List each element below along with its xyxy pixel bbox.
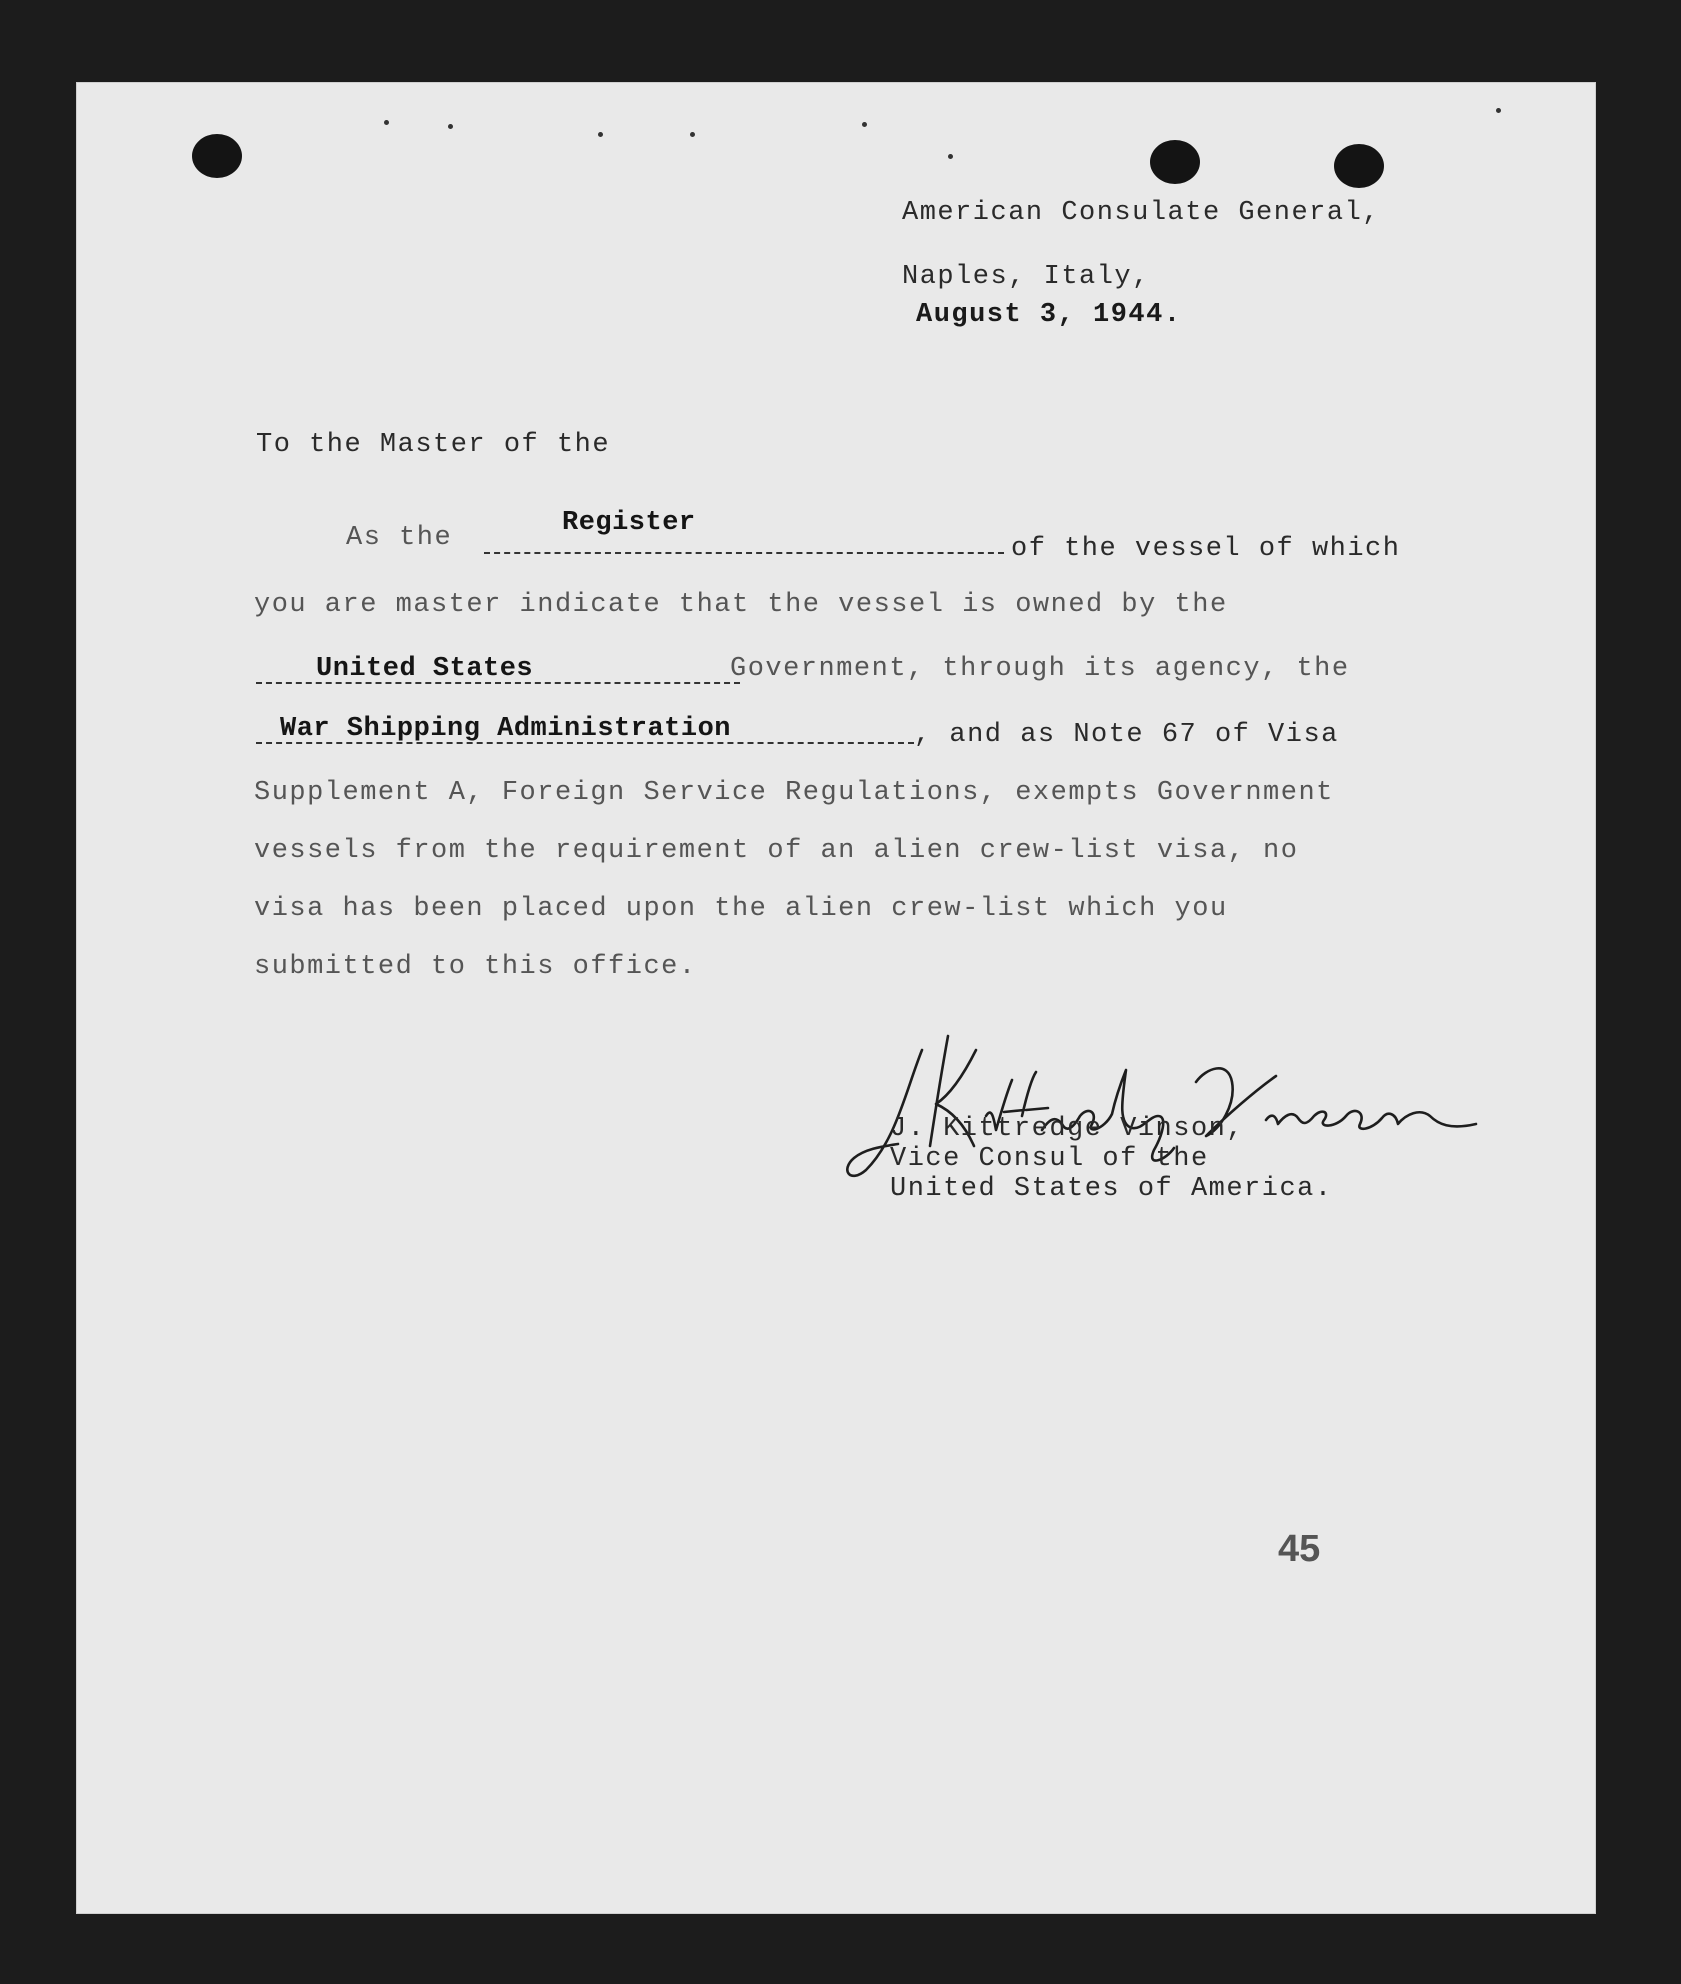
punch-hole-left — [192, 134, 242, 178]
fill-register: Register — [562, 508, 696, 538]
page-number: 45 — [1278, 1528, 1321, 1570]
punch-hole-right — [1334, 144, 1384, 188]
fill-war-shipping: War Shipping Administration — [280, 714, 731, 744]
body-line-2: you are master indicate that the vessel is owned by the — [254, 590, 1228, 620]
fill-united-states: United States — [316, 654, 534, 684]
signer-country: United States of America. — [890, 1174, 1333, 1204]
body-line-5: Supplement A, Foreign Service Regulations, exempts Government — [254, 778, 1334, 808]
body-line-8: submitted to this office. — [254, 952, 697, 982]
signer-name: J. Kittredge Vinson, — [890, 1114, 1245, 1144]
signer-title: Vice Consul of the — [890, 1144, 1209, 1174]
document-page — [76, 82, 1596, 1914]
fill-line-1 — [484, 552, 1004, 554]
body-line-3-suffix: Government, through its agency, the — [730, 654, 1350, 684]
consulate-name: American Consulate General, — [902, 198, 1380, 228]
signature-block — [890, 1114, 1333, 1204]
body-line-4-suffix: , and as Note 67 of Visa — [914, 720, 1339, 750]
letter-date: August 3, 1944. — [916, 300, 1182, 330]
punch-hole-center — [1150, 140, 1200, 184]
body-line-1-suffix: of the vessel of which — [1011, 534, 1401, 564]
body-line-7: visa has been placed upon the alien crew-list which you — [254, 894, 1228, 924]
body-line-1-prefix: As the — [346, 523, 453, 553]
salutation: To the Master of the — [256, 430, 611, 460]
body-line-6: vessels from the requirement of an alien crew-list visa, no — [254, 836, 1299, 866]
city: Naples, Italy, — [902, 262, 1150, 292]
